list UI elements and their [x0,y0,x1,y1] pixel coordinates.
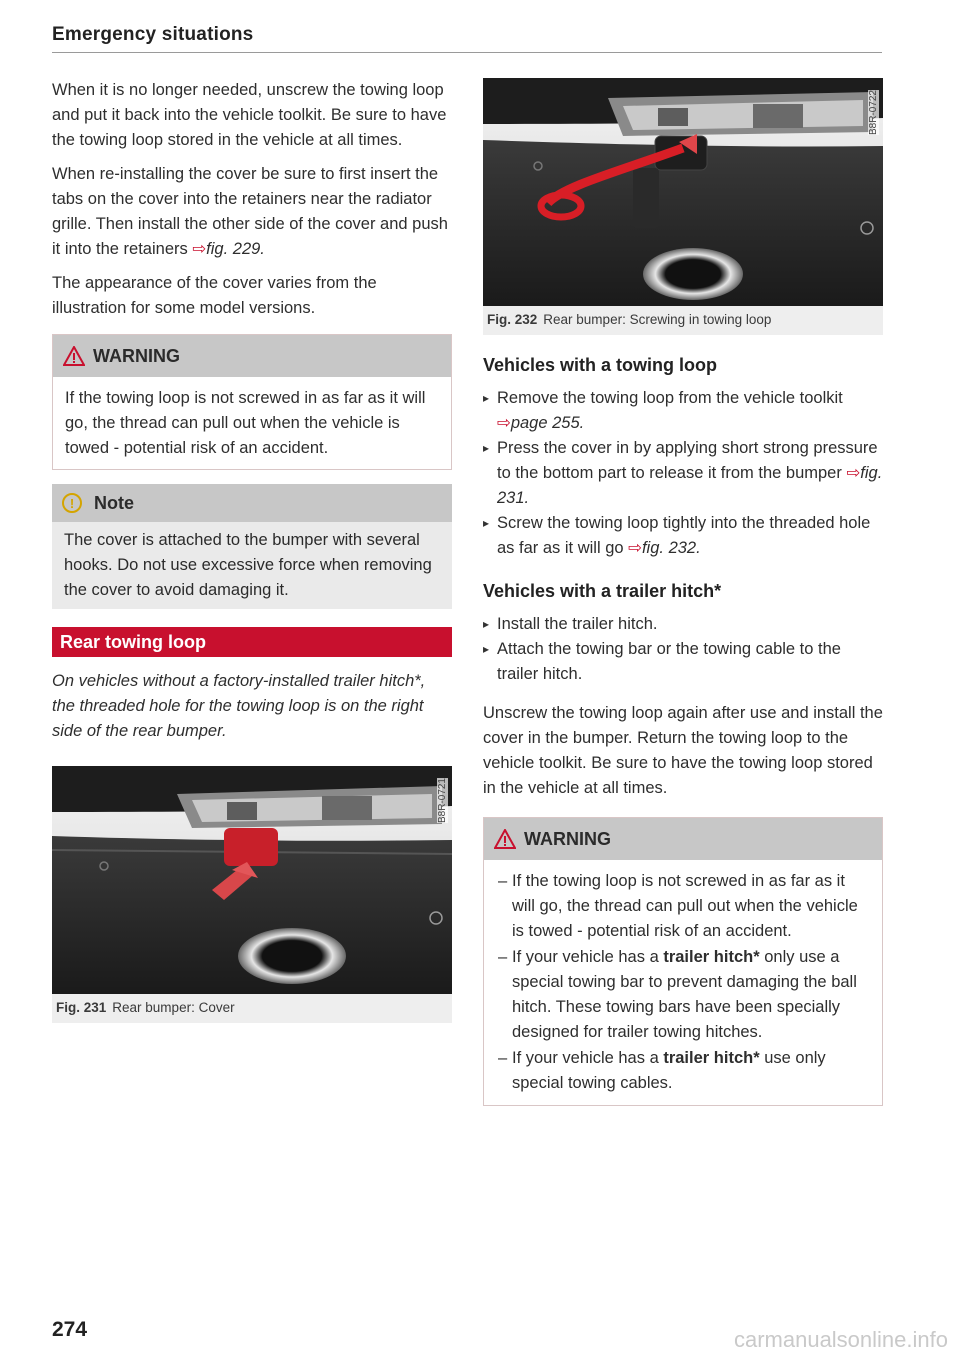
note-header [52,484,452,522]
step-item [483,386,883,436]
figure-code: B8R-0721 [437,778,448,824]
cross-reference-link[interactable]: ⇨fig. 231. [497,464,883,507]
bumper-illustration [52,766,452,994]
warning-item-text: only use a special towing bar to prevent damaging the ball hitch. These towing bars have been specially designed for trailer towing hitches. [512,948,857,1041]
warning-box [52,334,452,470]
arrow-icon: ⇨ [628,539,642,557]
warning-item-bold: trailer hitch* [663,948,760,966]
figure-label: Fig. 231 [56,1000,107,1015]
step-text: Remove the towing loop from the vehicle toolkit [497,389,843,407]
figure-caption-text: Rear bumper: Cover [112,1000,235,1015]
figure-caption-text: Rear bumper: Screwing in towing loop [543,312,772,327]
figure-label: Fig. 232 [487,312,538,327]
steps-list [483,386,883,561]
paragraph-text: When re-installing the cover be sure to first insert the tabs on the cover into the retainers near the radiator grille. Then install the other side of the cover and push it into the retainers [52,165,448,258]
towing-loop-illustration [483,78,883,306]
warning-item-text: If your vehicle has a [512,1049,659,1067]
warning-header [484,818,882,860]
cross-reference-link[interactable]: ⇨fig. 232. [628,539,701,557]
info-exclamation-icon: ! [62,493,82,513]
warning-text: If the towing loop is not screwed in as far as it will go, the thread can pull out when the vehicle is towed - potential risk of an accident. [65,389,426,457]
subheading: Vehicles with a trailer hitch* [483,581,722,601]
warning-box [483,817,883,1106]
right-column [483,78,883,1120]
cross-reference-text: page 255 [510,414,580,432]
warning-header [53,335,451,377]
note-text: The cover is attached to the bumper with several hooks. Do not use excessive force when removing the cover to avoid damaging it. [64,531,432,599]
warning-item-bold: trailer hitch* [663,1049,760,1067]
page-number: 274 [52,1318,88,1341]
paragraph: The appearance of the cover varies from the illustration for some model versions. [52,274,377,317]
paragraph: When it is no longer needed, unscrew the towing loop and put it back into the vehicle toolkit. Be sure to have the towing loop stored in the vehicle at all times. [52,81,447,149]
left-column [52,78,452,1023]
cross-reference-text: fig. 229 [206,240,261,258]
note-title: Note [94,492,134,513]
paragraph: Unscrew the towing loop again after use and install the cover in the bumper. Return the towing loop to the vehicle toolkit. Be sure to have the towing loop stored in the vehicle at all times. [483,704,883,797]
step-item [483,436,883,511]
step-item: ▸ Attach the towing bar or the towing cable to the trailer hitch. [483,637,883,687]
warning-item-text: If your vehicle has a [512,948,659,966]
section-intro: On vehicles without a factory-installed trailer hitch*, the threaded hole for the towing loop is on the right side of the rear bumper. [52,672,426,740]
warning-item [496,1046,870,1096]
note-box [52,484,452,609]
figure-caption [483,306,883,335]
warning-title: WARNING [524,828,611,849]
subheading: Vehicles with a towing loop [483,355,718,375]
figure-232 [483,78,883,335]
arrow-icon: ⇨ [846,464,861,482]
cross-reference-text: fig. 231 [497,464,883,507]
page-header [52,24,882,53]
page-header-title: Emergency situations [52,24,254,45]
warning-item: – If the towing loop is not screwed in as far as it will go, the thread can pull out when the vehicle is towed - potential risk of an accident. [496,869,870,944]
warning-title: WARNING [93,345,180,366]
figure-231 [52,766,452,1023]
section-title: Rear towing loop [52,627,452,657]
cross-reference-link[interactable]: ⇨page 255. [497,414,585,432]
warning-body [484,860,882,1105]
warning-list [496,869,870,1096]
figure-code: B8R-0722 [868,90,879,136]
steps-list [483,612,883,687]
rear-bumper-cover-image [52,766,452,994]
figure-caption [52,994,452,1023]
paragraph [52,162,452,262]
arrow-icon: ⇨ [497,414,511,432]
watermark-text: carmanualsonline.info [733,1327,948,1352]
rear-bumper-towing-loop-image [483,78,883,306]
step-text: Screw the towing loop tightly into the threaded hole as far as it will go [497,514,871,557]
cross-reference-link[interactable]: ⇨fig. 229. [192,240,265,258]
warning-item [496,945,870,1045]
arrow-icon: ⇨ [192,240,207,258]
warning-item-text: use only special towing cables. [512,1049,826,1092]
step-item: ▸ Install the trailer hitch. [483,612,883,637]
step-item [483,511,883,561]
cross-reference-text: fig. 232 [641,539,697,557]
step-text: Press the cover in by applying short strong pressure to the bottom part to release it from the bumper [497,439,878,482]
warning-triangle-icon [63,346,85,366]
warning-triangle-icon [494,829,516,849]
